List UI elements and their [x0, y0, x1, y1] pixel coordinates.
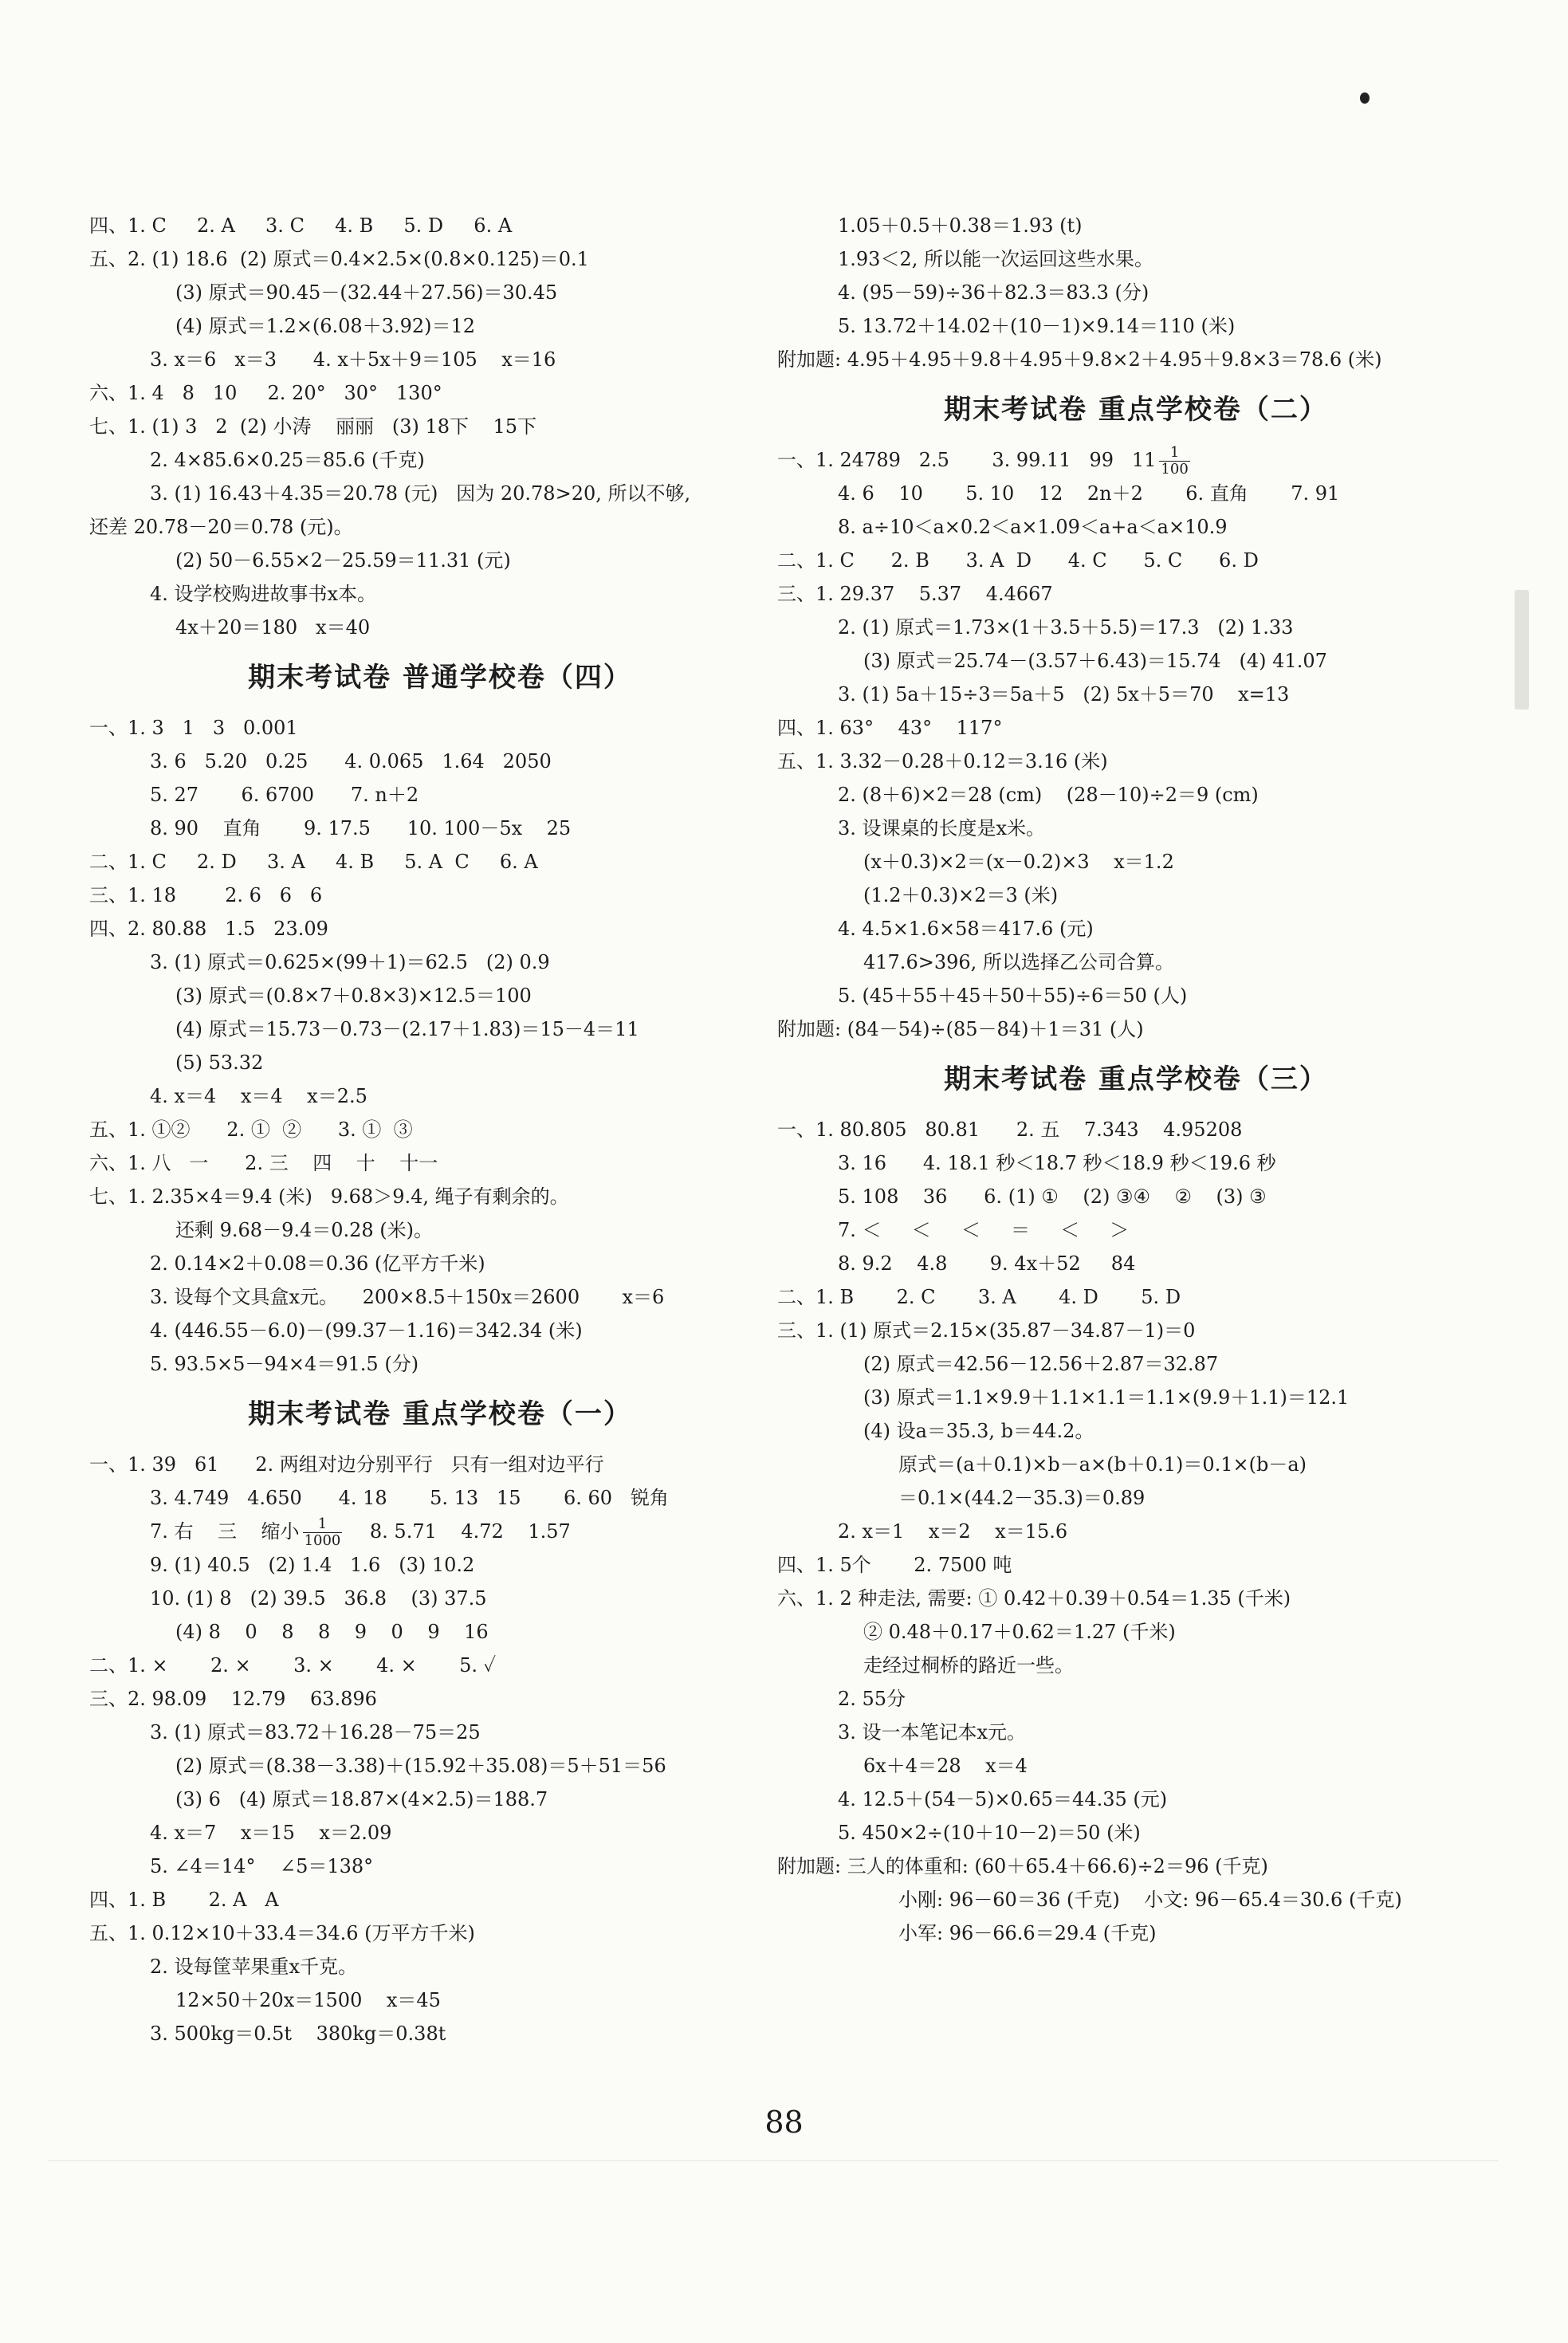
answer-line: (2) 原式＝(8.38－3.38)＋(15.92＋35.08)＝5＋51＝56 — [175, 1755, 666, 1777]
answer-line: 还剩 9.68－9.4＝0.28 (米)。 — [175, 1219, 434, 1241]
bottom-rule — [48, 2160, 1499, 2161]
answer-line: 一、1. 3 1 3 0.001 — [89, 717, 298, 739]
answer-line: 一、1. 80.805 80.81 2. 五 7.343 4.95208 — [777, 1118, 1243, 1141]
answer-text: 8. 5.71 4.72 1.57 — [345, 1520, 571, 1543]
answer-line: 4. 12.5＋(54－5)×0.65＝44.35 (元) — [838, 1788, 1168, 1810]
answer-line — [777, 443, 1495, 477]
answer-line: 9. (1) 40.5 (2) 1.4 1.6 (3) 10.2 — [150, 1554, 475, 1576]
answer-line: (3) 原式＝25.74－(3.57＋6.43)＝15.74 (4) 41.07 — [863, 650, 1327, 672]
answer-line: 1.93＜2, 所以能一次运回这些水果。 — [838, 248, 1153, 270]
answer-line: (1.2＋0.3)×2＝3 (米) — [863, 884, 1059, 906]
answer-line: (5) 53.32 — [175, 1052, 264, 1074]
answer-line: 3. 设一本笔记本x元。 — [838, 1721, 1027, 1743]
answer-line: 四、2. 80.88 1.5 23.09 — [89, 918, 328, 940]
answer-line: 2. 设每筐苹果重x千克。 — [150, 1956, 358, 1978]
answer-line: 3. x＝6 x＝3 4. x＋5x＋9＝105 x＝16 — [150, 348, 556, 371]
answer-line: 8. a÷10＜a×0.2＜a×1.09＜a+a＜a×10.9 — [838, 516, 1228, 538]
right-answer-column — [777, 209, 1495, 1950]
answer-line: 3. (1) 原式＝83.72＋16.28－75＝25 — [150, 1721, 481, 1743]
answer-line: 5. 93.5×5－94×4＝91.5 (分) — [150, 1353, 419, 1375]
answer-line: 三、2. 98.09 12.79 63.896 — [89, 1688, 377, 1710]
answer-line: (3) 6 (4) 原式＝18.87×(4×2.5)＝188.7 — [175, 1788, 548, 1810]
answer-line: 2. (1) 原式＝1.73×(1＋3.5＋5.5)＝17.3 (2) 1.33 — [838, 616, 1294, 639]
answer-line: 六、1. 八 一 2. 三 四 十 十一 — [89, 1152, 438, 1174]
answer-line: 2. 55分 — [838, 1688, 906, 1710]
answer-line: 六、1. 4 8 10 2. 20° 30° 130° — [89, 382, 442, 404]
answer-line: 4. 设学校购进故事书x本。 — [150, 583, 377, 605]
answer-line: (x＋0.3)×2＝(x－0.2)×3 x＝1.2 — [863, 851, 1174, 873]
answer-line: 5. ∠4＝14° ∠5＝138° — [150, 1855, 374, 1877]
fraction-denominator: 1000 — [304, 1532, 341, 1548]
answer-line: 三、1. 18 2. 6 6 6 — [89, 884, 323, 906]
answer-line — [89, 1515, 791, 1548]
answer-line: 二、1. × 2. × 3. × 4. × 5. ✓ — [89, 1654, 497, 1677]
answer-line: 3. 设每个文具盒x元。 200×8.5＋150x＝2600 x＝6 — [150, 1286, 665, 1308]
answer-line: 二、1. B 2. C 3. A 4. D 5. D — [777, 1286, 1181, 1308]
answer-line: 3. 6 5.20 0.25 4. 0.065 1.64 2050 — [150, 750, 552, 772]
answer-line: 2. 0.14×2＋0.08＝0.36 (亿平方千米) — [150, 1252, 485, 1275]
answer-line: 5. 27 6. 6700 7. n＋2 — [150, 784, 419, 806]
left-answer-column — [89, 209, 791, 2050]
fraction-numerator: 1 — [1159, 445, 1189, 462]
answer-line: ＝0.1×(44.2－35.3)＝0.89 — [898, 1487, 1146, 1509]
answer-line: 四、1. 63° 43° 117° — [777, 717, 1003, 739]
answer-line: 五、2. (1) 18.6 (2) 原式＝0.4×2.5×(0.8×0.125)＝0.1 — [89, 248, 589, 270]
answer-line: 3. 500kg＝0.5t 380kg＝0.38t — [150, 2023, 446, 2045]
answer-line: 8. 9.2 4.8 9. 4x＋52 84 — [838, 1252, 1136, 1275]
answer-line: 三、1. 29.37 5.37 4.4667 — [777, 583, 1053, 605]
print-dot-mark — [1360, 92, 1370, 104]
answer-line: 3. 设课桌的长度是x米。 — [838, 817, 1046, 839]
answer-line: 4. 6 10 5. 10 12 2n＋2 6. 直角 7. 91 — [838, 482, 1340, 505]
page-number: 88 — [764, 2105, 804, 2140]
answer-line: (4) 原式＝15.73－0.73－(2.17＋1.83)＝15－4＝11 — [175, 1018, 639, 1040]
answer-line: (2) 50－6.55×2－25.59＝11.31 (元) — [175, 549, 511, 572]
answer-line: 附加题: 三人的体重和: (60＋65.4＋66.6)÷2＝96 (千克) — [777, 1855, 1268, 1877]
answer-line: 七、1. (1) 3 2 (2) 小涛 丽丽 (3) 18下 15下 — [89, 415, 537, 438]
answer-line: 二、1. C 2. D 3. A 4. B 5. A C 6. A — [89, 851, 538, 873]
fraction-numerator: 1 — [303, 1516, 343, 1533]
answer-line: (3) 原式＝1.1×9.9＋1.1×1.1＝1.1×(9.9＋1.1)＝12.1 — [863, 1386, 1350, 1409]
answer-line: 5. 108 36 6. (1) ① (2) ③④ ② (3) ③ — [838, 1185, 1267, 1208]
answer-line: 四、1. B 2. A A — [89, 1889, 279, 1911]
scan-edge-mark — [1515, 590, 1529, 710]
answer-line: 4. x＝7 x＝15 x＝2.09 — [150, 1822, 392, 1844]
answer-line: 4x＋20＝180 x＝40 — [175, 616, 371, 639]
fraction — [1159, 445, 1189, 477]
answer-line: 小军: 96－66.6＝29.4 (千克) — [898, 1922, 1157, 1944]
answer-line: (4) 设a＝35.3, b＝44.2。 — [863, 1420, 1094, 1442]
answer-line: (2) 原式＝42.56－12.56＋2.87＝32.87 — [863, 1353, 1219, 1375]
answer-line: ② 0.48＋0.17＋0.62＝1.27 (千米) — [863, 1621, 1176, 1643]
answer-line: 6x＋4＝28 x＝4 — [863, 1755, 1028, 1777]
section-heading: 期末考试卷 重点学校卷（一） — [248, 1398, 632, 1430]
answer-line: (3) 原式＝90.45－(32.44＋27.56)＝30.45 — [175, 281, 558, 304]
answer-line: 原式＝(a＋0.1)×b－a×(b＋0.1)＝0.1×(b－a) — [898, 1453, 1307, 1476]
answer-line: 2. 4×85.6×0.25＝85.6 (千克) — [150, 449, 425, 471]
answer-line: 10. (1) 8 (2) 39.5 36.8 (3) 37.5 — [150, 1587, 487, 1610]
section-heading: 期末考试卷 重点学校卷（三） — [944, 1063, 1328, 1095]
answer-line: 12×50＋20x＝1500 x＝45 — [175, 1989, 441, 2011]
section-heading: 期末考试卷 重点学校卷（二） — [944, 394, 1328, 426]
answer-line: 2. x＝1 x＝2 x＝15.6 — [838, 1520, 1068, 1543]
answer-line: 三、1. (1) 原式＝2.15×(35.87－34.87－1)＝0 — [777, 1319, 1196, 1342]
answer-line: 417.6>396, 所以选择乙公司合算。 — [863, 951, 1174, 973]
answer-line: 四、1. C 2. A 3. C 4. B 5. D 6. A — [89, 214, 513, 237]
answer-line: 2. (8＋6)×2＝28 (cm) (28－10)÷2＝9 (cm) — [838, 784, 1259, 806]
answer-line: 5. 450×2÷(10＋10－2)＝50 (米) — [838, 1822, 1141, 1844]
answer-line: 六、1. 2 种走法, 需要: ① 0.42＋0.39＋0.54＝1.35 (千米) — [777, 1587, 1291, 1610]
answer-line: 8. 90 直角 9. 17.5 10. 100－5x 25 — [150, 817, 572, 839]
answer-line: 3. (1) 5a＋15÷3＝5a＋5 (2) 5x＋5＝70 x=13 — [838, 683, 1290, 706]
answer-line: 4. (95－59)÷36＋82.3＝83.3 (分) — [838, 281, 1149, 304]
answer-line: 小刚: 96－60＝36 (千克) 小文: 96－65.4＝30.6 (千克) — [898, 1889, 1402, 1911]
answer-line: 五、1. 3.32－0.28＋0.12＝3.16 (米) — [777, 750, 1108, 772]
answer-line: 7. ＜ ＜ ＜ ＝ ＜ ＞ — [838, 1219, 1130, 1241]
answer-line: 一、1. 39 61 2. 两组对边分别平行 只有一组对边平行 — [89, 1453, 604, 1476]
answer-text: 7. 右 三 缩小 — [150, 1520, 300, 1543]
answer-line: 二、1. C 2. B 3. A D 4. C 5. C 6. D — [777, 549, 1259, 572]
answer-line: 四、1. 5个 2. 7500 吨 — [777, 1554, 1012, 1576]
answer-line: (3) 原式＝(0.8×7＋0.8×3)×12.5＝100 — [175, 985, 532, 1007]
fraction-denominator: 100 — [1161, 461, 1189, 477]
answer-line: 3. 16 4. 18.1 秒＜18.7 秒＜18.9 秒＜19.6 秒 — [838, 1152, 1276, 1174]
section-heading: 期末考试卷 普通学校卷（四） — [248, 662, 632, 694]
answer-line: 五、1. ①② 2. ① ② 3. ① ③ — [89, 1118, 413, 1141]
answer-line: 七、1. 2.35×4＝9.4 (米) 9.68＞9.4, 绳子有剩余的。 — [89, 1185, 569, 1208]
answer-line: 4. 4.5×1.6×58＝417.6 (元) — [838, 918, 1094, 940]
answer-line: 附加题: (84－54)÷(85－84)＋1＝31 (人) — [777, 1018, 1144, 1040]
answer-line: 附加题: 4.95＋4.95＋9.8＋4.95＋9.8×2＋4.95＋9.8×3＝78.6 (米) — [777, 348, 1382, 371]
answer-line: 1.05＋0.5＋0.38＝1.93 (t) — [838, 214, 1083, 237]
answer-line: 3. 4.749 4.650 4. 18 5. 13 15 6. 60 锐角 — [150, 1487, 669, 1509]
answer-line: 走经过桐桥的路近一些。 — [863, 1654, 1074, 1677]
answer-line: 5. 13.72＋14.02＋(10－1)×9.14＝110 (米) — [838, 315, 1236, 337]
answer-line: 3. (1) 16.43＋4.35＝20.78 (元) 因为 20.78>20, 所以不够, — [150, 482, 691, 505]
answer-line: 5. (45＋55＋45＋50＋55)÷6＝50 (人) — [838, 985, 1188, 1007]
answer-line: (4) 8 0 8 8 9 0 9 16 — [175, 1621, 489, 1643]
answer-line: (4) 原式＝1.2×(6.08＋3.92)＝12 — [175, 315, 476, 337]
answer-text: 一、1. 24789 2.5 3. 99.11 99 11 — [777, 449, 1157, 471]
answer-line: 3. (1) 原式＝0.625×(99＋1)＝62.5 (2) 0.9 — [150, 951, 550, 973]
answer-line: 4. (446.55－6.0)－(99.37－1.16)＝342.34 (米) — [150, 1319, 583, 1342]
answer-line: 4. x＝4 x＝4 x＝2.5 — [150, 1085, 367, 1107]
fraction — [303, 1516, 343, 1548]
answer-line: 还差 20.78－20＝0.78 (元)。 — [89, 516, 353, 538]
answer-line: 五、1. 0.12×10＋33.4＝34.6 (万平方千米) — [89, 1922, 475, 1944]
